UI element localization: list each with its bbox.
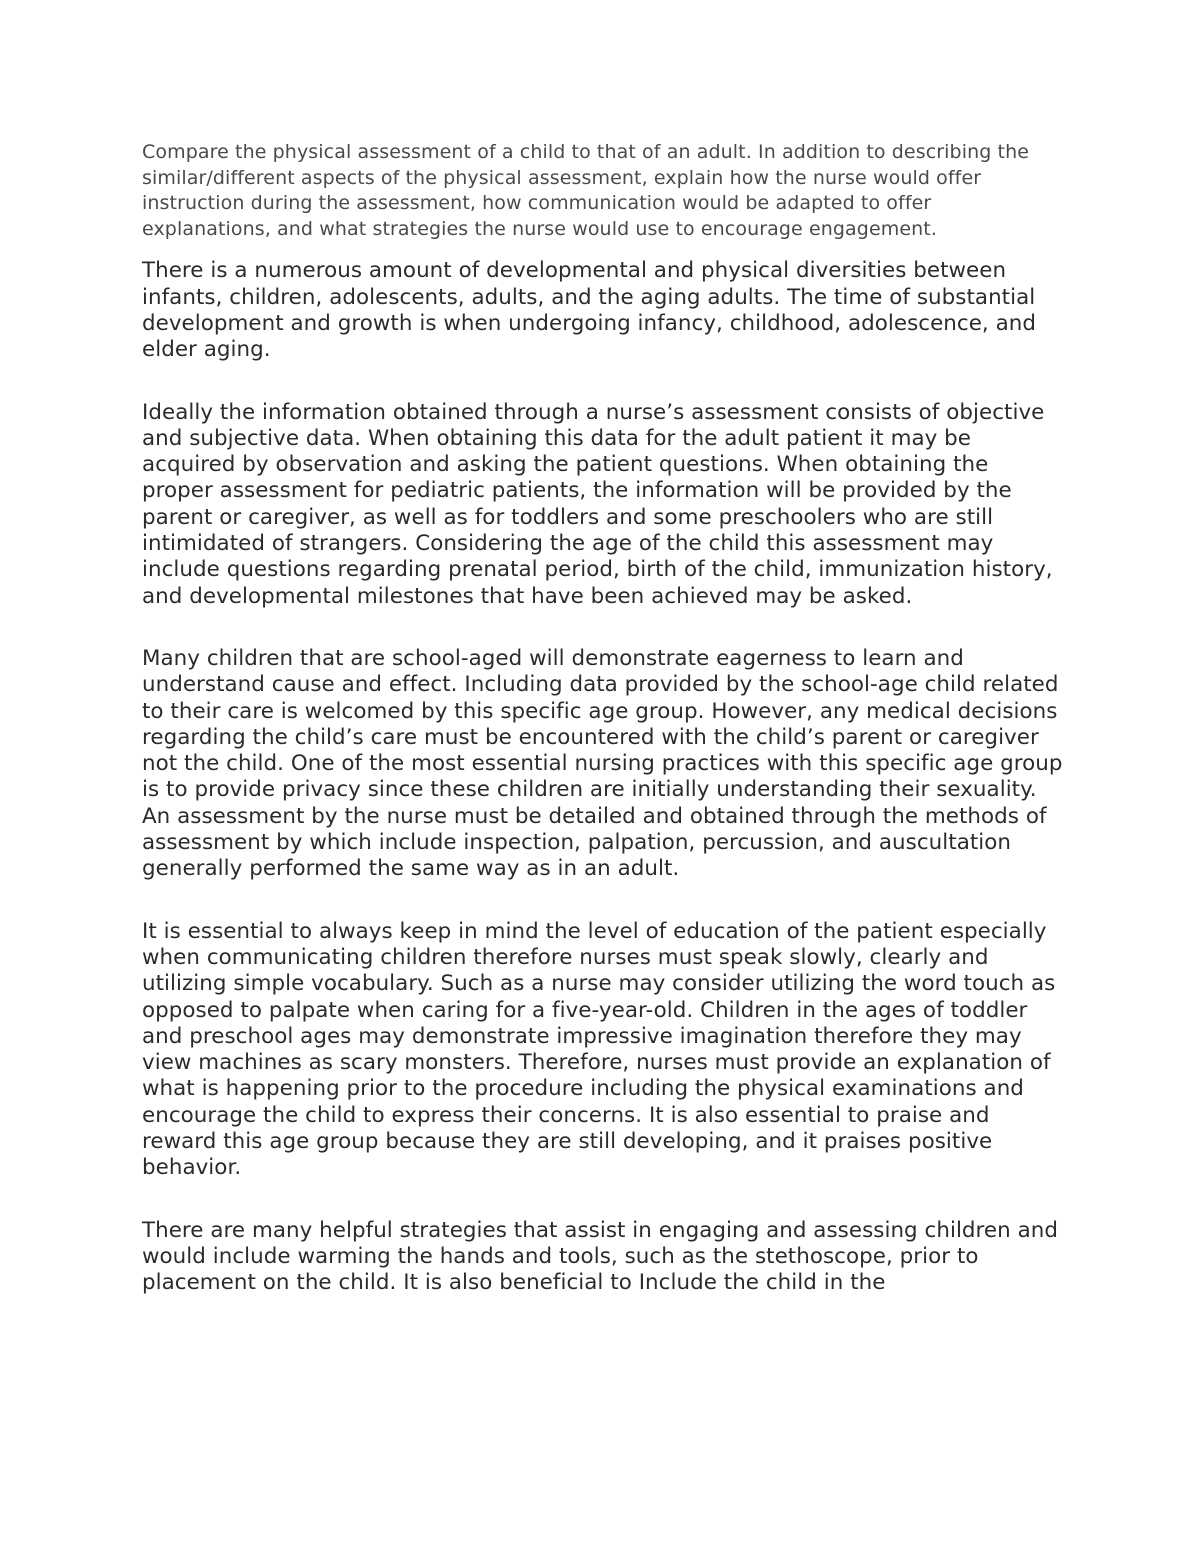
paragraph-school-aged-children: Many children that are school-aged will demonstrate eagerness to learn and understand cause and effect. Including data provided by the school-age child related to their care is welcomed by this specific age group. However, any medical decisions regarding the child’s care must be encountered with the child’s parent or caregiver not the child. One of the most essential nursing practices with this specific age group is to provide privacy since these children are initially understanding their sexuality. An assessment by the nurse must be detailed and obtained through the methods of assessment by which include inspection, palpation, percussion, and auscultation generally performed the same way as in an adult.: [142, 645, 1063, 882]
paragraph-developmental-diversities: There is a numerous amount of developmental and physical diversities between infants, children, adolescents, adults, and the aging adults. The time of substantial development and growth is when undergoing infancy, childhood, adolescence, and elder aging.: [142, 258, 1037, 363]
paragraph-communication: It is essential to always keep in mind the level of education of the patient especially when communicating children therefore nurses must speak slowly, clearly and utilizing simple vocabulary. Such as a nurse may consider utilizing the word touch as opposed to palpate when caring for a five-year-old. Children in the ages of toddler and preschool ages may demonstrate impressive imagination therefore they may view machines as scary monsters. Therefore, nurses must provide an explanation of what is happening prior to the procedure including the physical examinations and encourage the child to express their concerns. It is also essential to praise and reward this age group because they are still developing, and it praises positive behavior.: [142, 918, 1056, 1181]
paragraph-assessment-data: Ideally the information obtained through a nurse’s assessment consists of objective and subjective data. When obtaining this data for the adult patient it may be acquired by observation and asking the patient questions. When obtaining the proper assessment for pediatric patients, the information will be provided by the parent or caregiver, as well as for toddlers and some preschoolers who are still intimidated of strangers. Considering the age of the child this assessment may include questions regarding prenatal period, birth of the child, immunization history, and developmental milestones that have been achieved may be asked.: [142, 399, 1053, 609]
document-body: [142, 140, 1064, 1296]
assignment-prompt: Compare the physical assessment of a child to that of an adult. In addition to describing the similar/different aspects of the physical assessment, explain how the nurse would offer instruction during the assessment, how communication would be adapted to offer explanations, and what strategies the nurse would use to encourage engagement.: [142, 141, 1030, 240]
paragraph-engagement-strategies: There are many helpful strategies that assist in engaging and assessing children and would include warming the hands and tools, such as the stethoscope, prior to placement on the child. It is also beneficial to Include the child in the: [142, 1217, 1058, 1296]
